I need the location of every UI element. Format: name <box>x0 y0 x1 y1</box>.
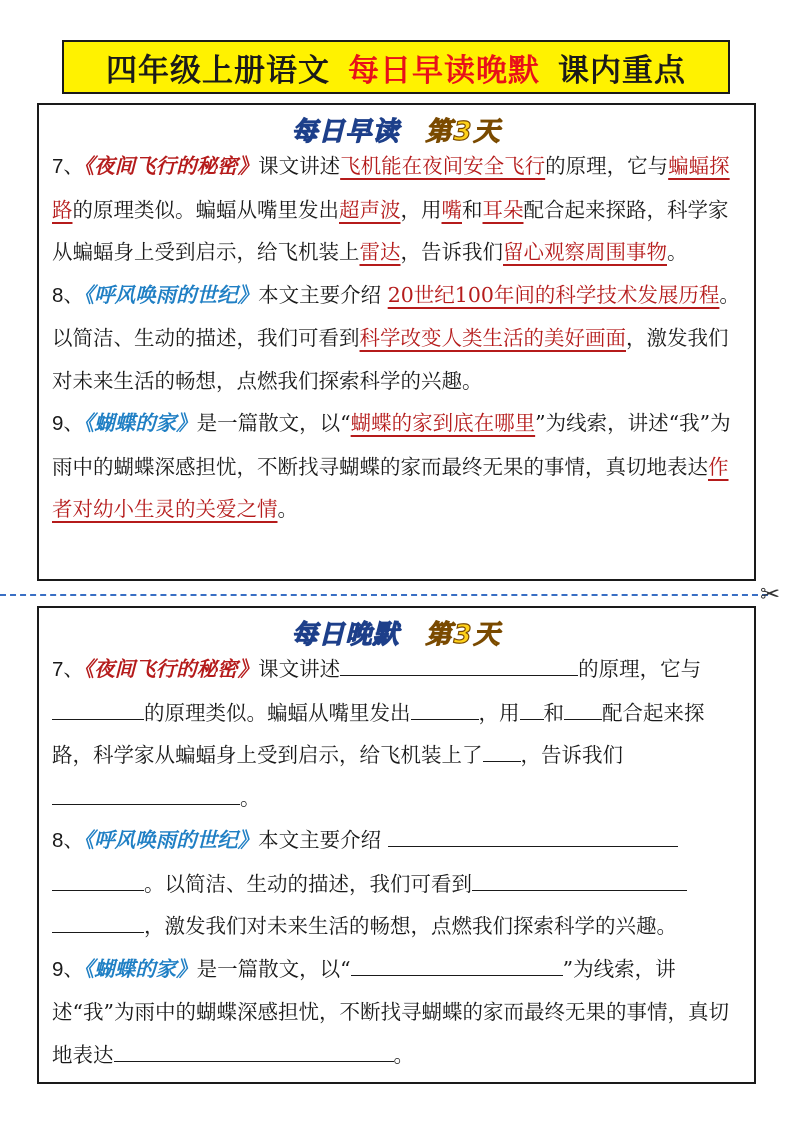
item-7 <box>52 145 744 274</box>
text: 的原理类似。蝙蝠从嘴里发出 <box>72 197 339 222</box>
text: 配合起来探路，科学家从蝙蝠身上受到启示，给飞机装上了 <box>52 700 705 767</box>
morning-reading-heading <box>39 111 754 148</box>
text: 和 <box>462 197 483 222</box>
item-8 <box>52 274 744 403</box>
evening-dictation-heading <box>39 614 754 651</box>
book-title: 《呼风唤雨的世纪》 <box>83 282 259 307</box>
answer-blank[interactable] <box>52 699 144 720</box>
reading-body <box>52 145 744 531</box>
answer: 20世纪100年间的科学技术发展历程 <box>387 282 720 307</box>
answer-blank[interactable] <box>483 741 521 762</box>
cut-line <box>0 594 768 596</box>
title-topic: 课内重点 <box>558 52 686 89</box>
text: 。以简洁、生动的描述，我们可看到 <box>52 282 740 350</box>
item-number: 8、 <box>52 829 84 852</box>
answer-blank[interactable] <box>52 870 144 891</box>
answer-blank[interactable] <box>472 870 687 891</box>
text: ”为线索，讲述“我”为雨中的蝴蝶深感担忧，不断找寻蝴蝶的家而最终无果的事情，真切地表达 <box>52 956 729 1067</box>
answer-blank[interactable] <box>564 699 602 720</box>
item-number: 7、 <box>52 658 84 681</box>
answer-blank[interactable] <box>351 955 563 976</box>
text: 和 <box>543 700 564 725</box>
book-title: 《夜间飞行的秘密》 <box>83 657 259 681</box>
answer-blank[interactable] <box>388 826 678 847</box>
text: 。 <box>393 1042 414 1067</box>
answer-blank[interactable] <box>52 784 240 805</box>
text: 配合起来探路，科学家从蝙蝠身上受到启示，给飞机装上 <box>52 197 729 264</box>
book-title: 《夜间飞行的秘密》 <box>83 154 259 178</box>
item-9 <box>52 402 744 531</box>
text: 的原理，它与 <box>545 154 669 178</box>
answer: 留心观察周围事物 <box>503 240 667 264</box>
answer: 超声波 <box>339 197 401 222</box>
heading-label: 每日早读 <box>291 117 400 147</box>
heading-day: 第3天 <box>425 117 502 147</box>
book-title: 《蝴蝶的家》 <box>83 411 197 435</box>
item-9 <box>52 948 744 1077</box>
item-number: 8、 <box>52 283 84 307</box>
item-number: 9、 <box>52 412 84 435</box>
text: 。 <box>277 497 298 521</box>
answer-blank[interactable] <box>114 1041 394 1062</box>
title-banner <box>62 40 730 94</box>
answer: 作者对幼小生灵的关爱之情 <box>52 454 729 521</box>
heading-label: 每日晚默 <box>291 620 400 650</box>
item-8 <box>52 819 744 948</box>
answer: 科学改变人类生活的美好画面 <box>359 326 626 350</box>
scissors-icon: ✂ <box>760 580 781 608</box>
title-series: 每日早读晚默 <box>348 52 540 89</box>
answer-blank[interactable] <box>52 912 144 933</box>
answer-blank[interactable] <box>520 699 544 720</box>
text: 。 <box>667 240 688 264</box>
text: 的原理类似。蝙蝠从嘴里发出 <box>144 700 411 725</box>
text: 本文主要介绍 <box>258 828 388 852</box>
answer: 飞机能在夜间安全飞行 <box>340 154 546 178</box>
text: ，告诉我们 <box>520 743 623 767</box>
answer: 蝴蝶的家到底在哪里 <box>350 411 536 435</box>
text: 本文主要介绍 <box>258 282 388 307</box>
text: 课文讲述 <box>258 154 341 178</box>
answer: 雷达 <box>359 240 401 264</box>
answer: 耳朵 <box>482 197 524 222</box>
item-number: 7、 <box>52 155 84 178</box>
item-7 <box>52 648 744 819</box>
dictation-body <box>52 648 744 1076</box>
text: ，用 <box>478 700 520 725</box>
text: 的原理，它与 <box>578 657 702 681</box>
text: ，告诉我们 <box>400 240 503 264</box>
answer: 蝙蝠探路 <box>52 154 730 222</box>
book-title: 《呼风唤雨的世纪》 <box>83 828 259 852</box>
answer-blank[interactable] <box>411 699 479 720</box>
item-number: 9、 <box>52 957 84 981</box>
text: ，激发我们对未来生活的畅想，点燃我们探索科学的兴趣。 <box>52 326 729 393</box>
text: 。以简洁、生动的描述，我们可看到 <box>144 871 472 896</box>
evening-dictation-panel <box>37 606 756 1084</box>
answer-blank[interactable] <box>340 655 578 676</box>
text: 是一篇散文，以“ <box>196 411 351 435</box>
morning-reading-panel <box>37 103 756 581</box>
heading-day: 第3天 <box>425 620 502 650</box>
text: 是一篇散文，以“ <box>196 956 351 981</box>
answer: 嘴 <box>441 197 462 222</box>
title-grade: 四年级上册语文 <box>106 52 330 89</box>
text: ”为线索，讲述“我”为雨中的蝴蝶深感担忧，不断找寻蝴蝶的家而最终无果的事情，真切地表达 <box>52 411 731 479</box>
text: 课文讲述 <box>258 657 341 681</box>
text: ，激发我们对未来生活的畅想，点燃我们探索科学的兴趣。 <box>144 914 677 938</box>
text: 。 <box>240 785 261 810</box>
text: ，用 <box>400 197 442 222</box>
book-title: 《蝴蝶的家》 <box>83 956 197 981</box>
